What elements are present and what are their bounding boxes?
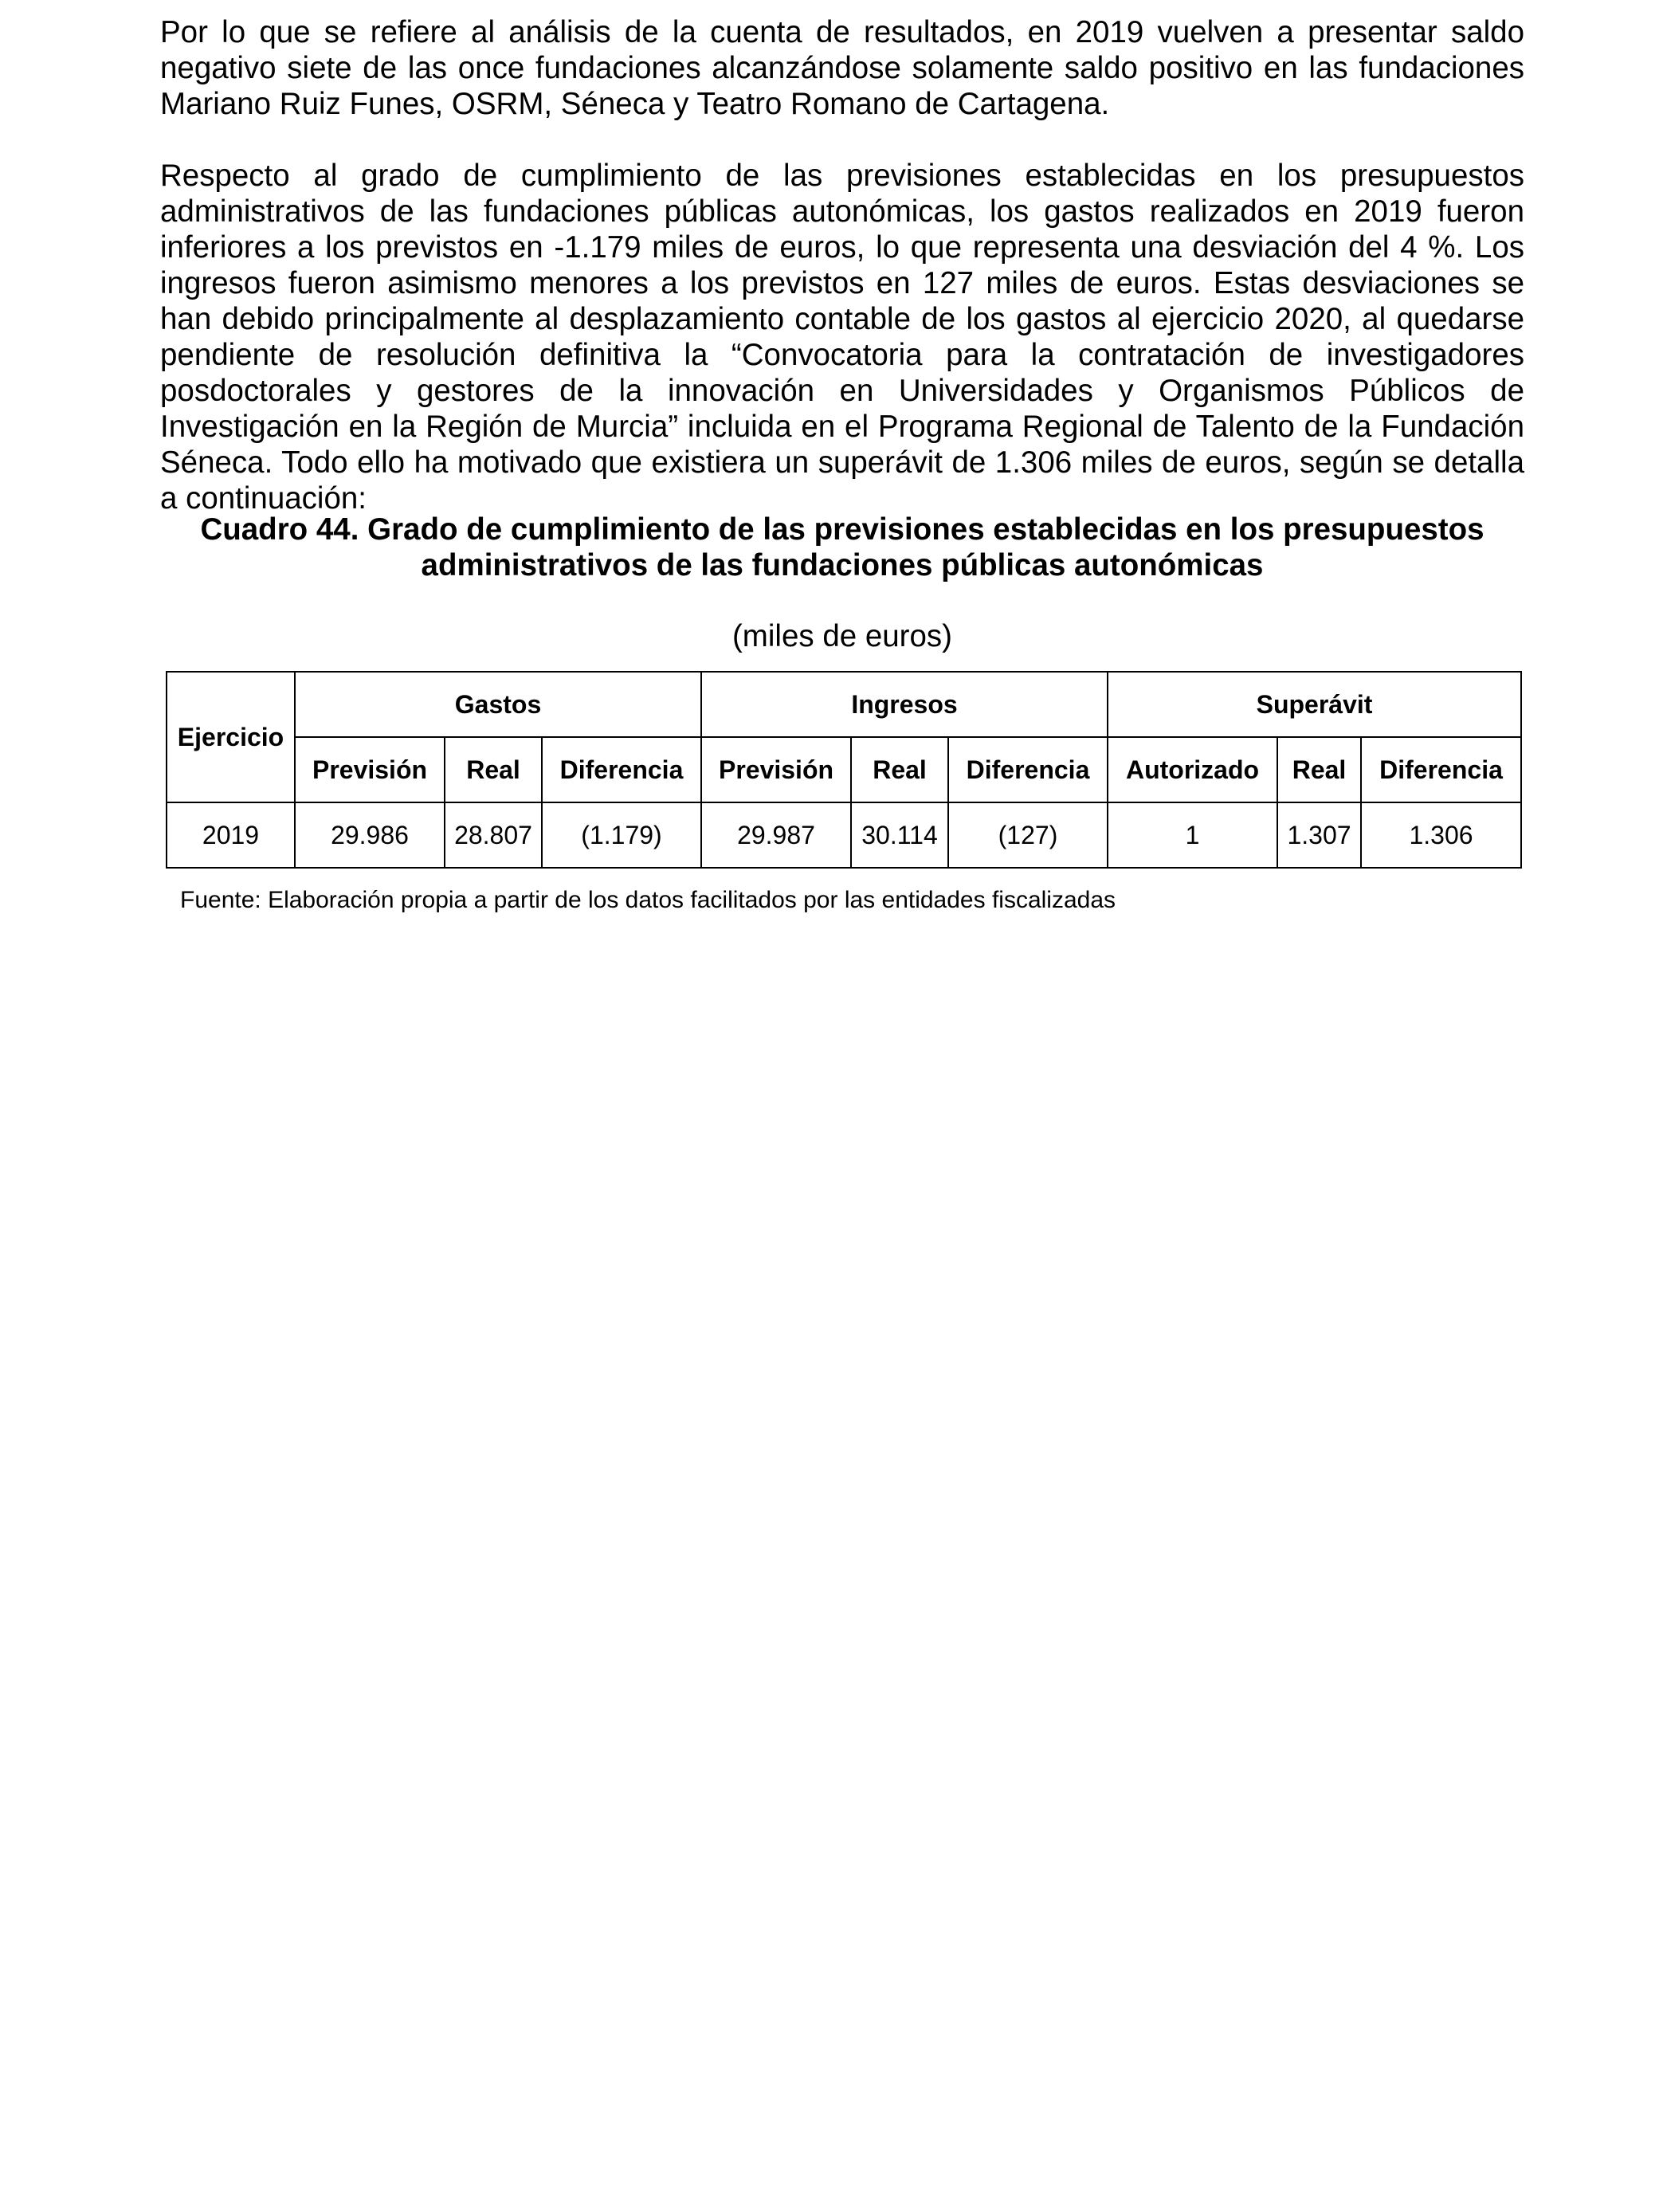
cell-gastos-real: 28.807 [445,802,542,868]
header-ingresos-prevision: Previsión [701,737,851,802]
header-ingresos-real: Real [851,737,948,802]
cell-superavit-autorizado: 1 [1108,802,1277,868]
table-header-row-groups [167,672,1521,737]
header-ejercicio: Ejercicio [167,672,295,802]
cell-gastos-diferencia: (1.179) [542,802,701,868]
table-source-note: Fuente: Elaboración propia a partir de los datos facilitados por las entidades fiscalizadas [180,887,1116,913]
table-row [167,802,1521,868]
table-units: (miles de euros) [731,619,952,653]
header-group-superavit: Superávit [1108,672,1521,737]
header-superavit-diferencia: Diferencia [1361,737,1521,802]
table-header-row-subcolumns [167,737,1521,802]
table-caption-line-1: Cuadro 44. Grado de cumplimiento de las previsiones establecidas en los presupuestos [200,512,1484,547]
header-gastos-diferencia: Diferencia [542,737,701,802]
table-caption-line-2: administrativos de las fundaciones públicas autonómicas [421,548,1264,582]
cell-ingresos-diferencia: (127) [948,802,1108,868]
header-gastos-real: Real [445,737,542,802]
budget-compliance-table [166,671,1522,869]
header-ingresos-diferencia: Diferencia [948,737,1108,802]
header-superavit-autorizado: Autorizado [1108,737,1277,802]
cell-gastos-prevision: 29.986 [295,802,445,868]
cell-ejercicio: 2019 [167,802,295,868]
cell-ingresos-prevision: 29.987 [701,802,851,868]
paragraph-results-analysis: Por lo que se refiere al análisis de la cuenta de resultados, en 2019 vuelven a presentar saldo negativo siete de las once fundaciones alcanzándose solamente saldo positivo en las fundaciones Mariano Ruiz Funes, OSRM, Séneca y Teatro Romano de Cartagena. [160,15,1524,121]
header-group-gastos: Gastos [295,672,701,737]
table-caption [160,512,1524,583]
cell-superavit-diferencia: 1.306 [1361,802,1521,868]
header-group-ingresos: Ingresos [701,672,1108,737]
paragraph-budget-compliance: Respecto al grado de cumplimiento de las previsiones establecidas en los presupuestos administrativos de las fundaciones públicas autonómicas, los gastos realizados en 2019 fueron inferiores a los previstos en -1.179 miles de euros, lo que representa una desviación del 4 %. Los ingresos fueron asimismo menores a los previstos en 127 miles de euros. Estas desviaciones se han debido principalmente al desplazamiento contable de los gastos al ejercicio 2020, al quedarse pendiente de resolución definitiva la “Convocatoria para la contratación de investigadores posdoctorales y gestores de la innovación en Universidades y Organismos Públicos de Investigación en la Región de Murcia” incluida en el Programa Regional de Talento de la Fundación Séneca. Todo ello ha motivado que existiera un superávit de 1.306 miles de euros, según se detalla a continuación: [160,159,1524,516]
header-gastos-prevision: Previsión [295,737,445,802]
header-superavit-real: Real [1277,737,1361,802]
cell-superavit-real: 1.307 [1277,802,1361,868]
cell-ingresos-real: 30.114 [851,802,948,868]
